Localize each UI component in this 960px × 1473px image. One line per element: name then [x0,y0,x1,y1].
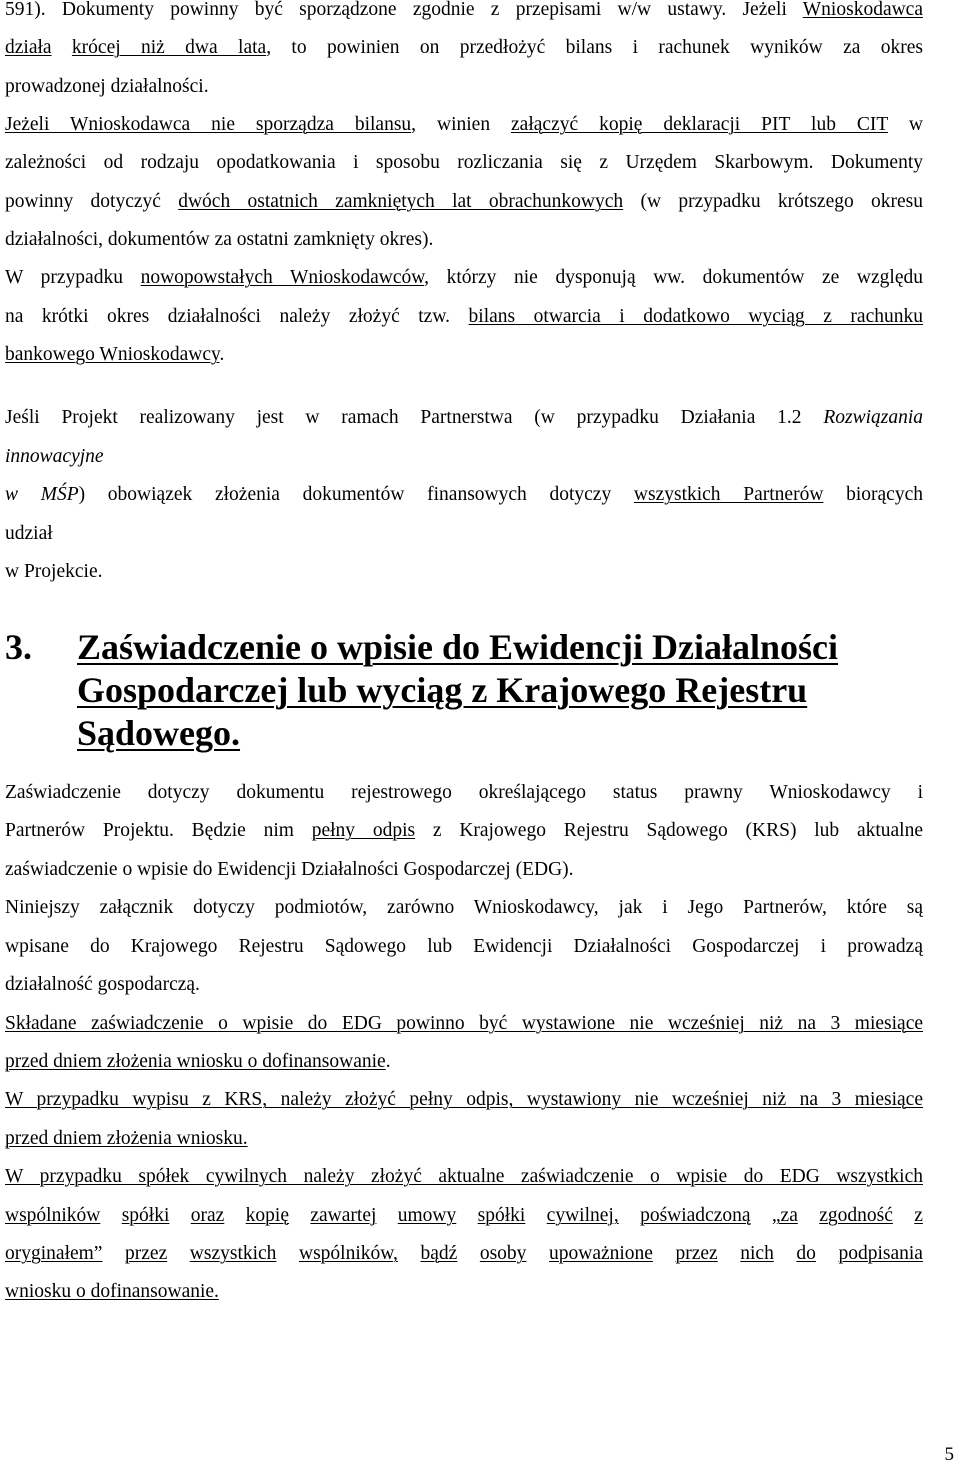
p3-line-1: W przypadku nowopowstałych Wnioskodawców, którzy nie dysponują ww. dokumentów ze względu [5,267,923,288]
p4-line-3: w MŚP) obowiązek złożenia dokumentów finansowych dotyczy wszystkich Partnerów biorących [5,484,923,505]
p8-line-2: przed dniem złożenia wniosku. [5,1128,248,1149]
p9-line-3: oryginałem” przez wszystkich wspólników, bądź osoby upoważnione przez nich do podpisania [5,1243,923,1264]
p9-line-1: W przypadku spółek cywilnych należy złożyć aktualne zaświadczenie o wpisie do EDG wszystkich [5,1166,923,1187]
p9-line-2: wspólników spółki oraz kopię zawartej umowy spółki cywilnej, poświadczoną „za zgodność z [5,1205,923,1226]
section-title [77,626,838,755]
p4-line-4: udział [5,523,53,544]
p9-line-4: wniosku o dofinansowanie. [5,1281,219,1302]
p4-line-5: w Projekcie. [5,561,103,582]
p2-line-2: zależności od rodzaju opodatkowania i sposobu rozliczania się z Urzędem Skarbowym. Dokumenty [5,152,923,173]
p1-line-3: prowadzonej działalności. [5,76,209,97]
p3-line-3: bankowego Wnioskodawcy. [5,344,225,365]
p5-line-2: Partnerów Projektu. Będzie nim pełny odpis z Krajowego Rejestru Sądowego (KRS) lub aktualne [5,820,923,841]
p1-line-2: działa krócej niż dwa lata, to powinien on przedłożyć bilans i rachunek wyników za okres [5,37,924,58]
p3-line-2: na krótki okres działalności należy złożyć tzw. bilans otwarcia i dodatkowo wyciąg z rachunku [5,306,923,327]
p2-line-4: działalności, dokumentów za ostatni zamknięty okres). [5,229,434,250]
section-title-line: Gospodarczej lub wyciąg z Krajowego Rejestru [77,670,808,710]
p7-line-2: przed dniem złożenia wniosku o dofinansowanie. [5,1051,391,1072]
page-number: 5 [944,1444,954,1465]
p5-line-1: Zaświadczenie dotyczy dokumentu rejestrowego określającego status prawny Wnioskodawcy i [5,782,923,803]
p1-line-1: 591). Dokumenty powinny być sporządzone zgodnie z przepisami w/w ustawy. Jeżeli Wnioskodawca [5,0,923,20]
p6-line-2: wpisane do Krajowego Rejestru Sądowego lub Ewidencji Działalności Gospodarczej i prowadzą [5,936,923,957]
p8-line-1: W przypadku wypisu z KRS, należy złożyć pełny odpis, wystawiony nie wcześniej niż na 3 miesiące [5,1089,923,1110]
p4-line-2: innowacyjne [5,446,104,467]
p7-line-1: Składane zaświadczenie o wpisie do EDG powinno być wystawione nie wcześniej niż na 3 miesiące [5,1013,923,1034]
section-number: 3. [5,627,32,667]
p2-line-3: powinny dotyczyć dwóch ostatnich zamkniętych lat obrachunkowych (w przypadku krótszego okresu [5,191,923,212]
p6-line-3: działalność gospodarczą. [5,974,200,995]
p6-line-1: Niniejszy załącznik dotyczy podmiotów, zarówno Wnioskodawcy, jak i Jego Partnerów, które są [5,897,923,918]
p5-line-3: zaświadczenie o wpisie do Ewidencji Działalności Gospodarczej (EDG). [5,859,574,880]
section-title-line: Sądowego. [77,713,241,753]
p4-line-1: Jeśli Projekt realizowany jest w ramach Partnerstwa (w przypadku Działania 1.2 Rozwiązania [5,407,923,428]
section-title-line: Zaświadczenie o wpisie do Ewidencji Działalności [77,627,839,667]
p2-line-1: Jeżeli Wnioskodawca nie sporządza bilansu, winien załączyć kopię deklaracji PIT lub CIT w [5,114,923,135]
